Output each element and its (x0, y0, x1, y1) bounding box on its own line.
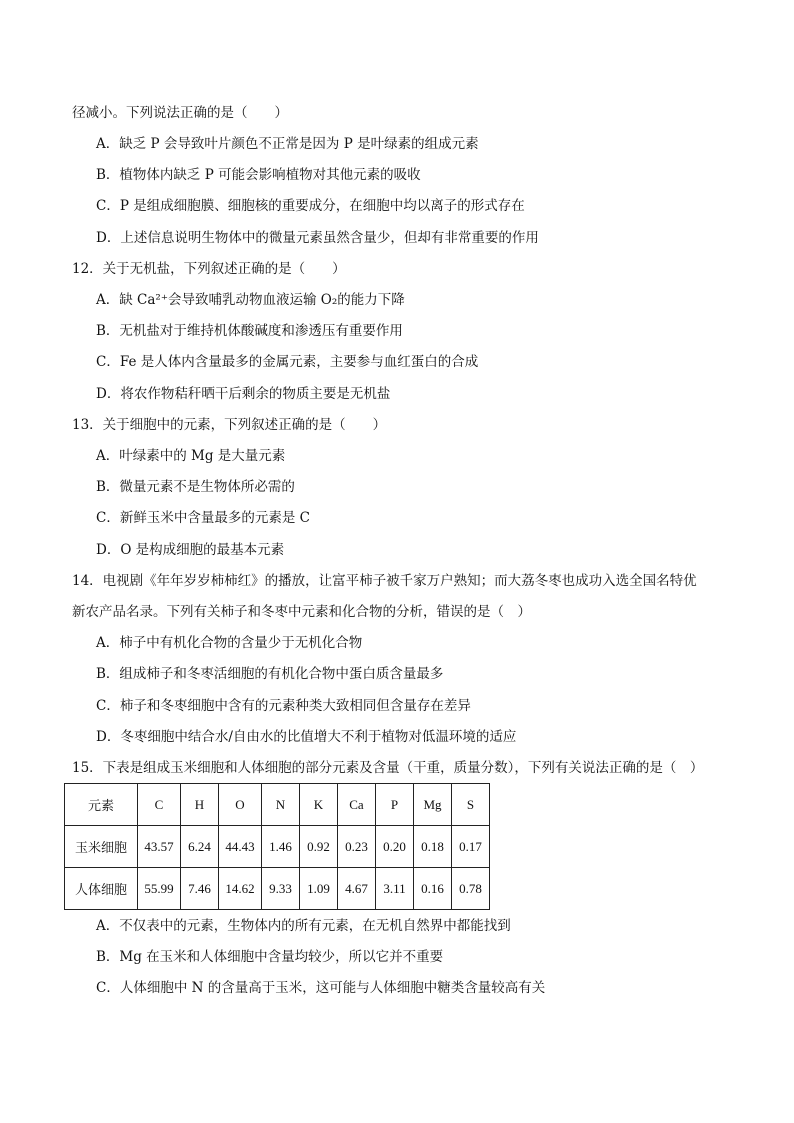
q13-stem: 13．关于细胞中的元素，下列叙述正确的是（ ） (72, 417, 387, 433)
q11-option-b: B．植物体内缺乏 P 可能会影响植物对其他元素的吸收 (96, 167, 421, 183)
table-cell: 43.57 (138, 826, 181, 868)
table-cell: 9.33 (262, 868, 300, 910)
table-cell: 3.11 (376, 868, 414, 910)
q11-option-c: C．P 是组成细胞膜、细胞核的重要成分，在细胞中均以离子的形式存在 (96, 198, 525, 214)
table-header-cell: S (452, 784, 490, 826)
table-header-row (65, 784, 490, 826)
q13-option-a: A．叶绿素中的 Mg 是大量元素 (96, 448, 286, 464)
table-header-cell: Mg (414, 784, 452, 826)
q11-stem-end: 径减小。下列说法正确的是（ ） (72, 105, 288, 121)
q12-stem: 12．关于无机盐，下列叙述正确的是（ ） (72, 261, 346, 277)
table-header-cell: 元素 (65, 784, 138, 826)
q15-option-a: A．不仅表中的元素，生物体内的所有元素，在无机自然界中都能找到 (96, 918, 511, 934)
table-cell: 1.09 (300, 868, 338, 910)
q14-option-d: D．冬枣细胞中结合水/自由水的比值增大不利于植物对低温环境的适应 (96, 729, 517, 745)
table-cell: 0.16 (414, 868, 452, 910)
table-cell: 0.17 (452, 826, 490, 868)
q11-option-a: A．缺乏 P 会导致叶片颜色不正常是因为 P 是叶绿素的组成元素 (96, 136, 479, 152)
q14-stem: 14．电视剧《年年岁岁柿柿红》的播放，让富平柿子被千家万户熟知；而大荔冬枣也成功入选全国名特优 (72, 573, 697, 589)
table-cell: 人体细胞 (65, 868, 138, 910)
table-row (65, 868, 490, 910)
table-cell: 0.23 (338, 826, 376, 868)
q11-option-d: D．上述信息说明生物体中的微量元素虽然含量少，但却有非常重要的作用 (96, 230, 539, 246)
q12-option-d: D．将农作物秸秆晒干后剩余的物质主要是无机盐 (96, 386, 391, 402)
table-cell: 7.46 (181, 868, 219, 910)
table-header-cell: H (181, 784, 219, 826)
q12-option-a: A．缺 Ca²⁺会导致哺乳动物血液运输 O₂的能力下降 (96, 292, 405, 308)
table-cell: 0.78 (452, 868, 490, 910)
table-header-cell: Ca (338, 784, 376, 826)
q13-option-d: D．O 是构成细胞的最基本元素 (96, 542, 285, 558)
table-header-cell: N (262, 784, 300, 826)
table-cell: 6.24 (181, 826, 219, 868)
q13-option-b: B．微量元素不是生物体所必需的 (96, 479, 295, 495)
element-content-table (64, 783, 490, 910)
table-cell: 0.92 (300, 826, 338, 868)
table-row (65, 826, 490, 868)
q13-option-c: C．新鲜玉米中含量最多的元素是 C (96, 510, 310, 526)
q15-option-b: B．Mg 在玉米和人体细胞中含量均较少，所以它并不重要 (96, 949, 444, 965)
table-header-cell: C (138, 784, 181, 826)
q15-option-c: C．人体细胞中 N 的含量高于玉米，这可能与人体细胞中糖类含量较高有关 (96, 980, 546, 996)
table-cell: 44.43 (219, 826, 262, 868)
q15-stem: 15．下表是组成玉米细胞和人体细胞的部分元素及含量（干重，质量分数），下列有关说法正确的是（ ） (72, 760, 704, 776)
q14-option-c: C．柿子和冬枣细胞中含有的元素种类大致相同但含量存在差异 (96, 698, 471, 714)
table-cell: 1.46 (262, 826, 300, 868)
table-cell: 0.20 (376, 826, 414, 868)
q12-option-b: B．无机盐对于维持机体酸碱度和渗透压有重要作用 (96, 323, 403, 339)
q14-option-b: B．组成柿子和冬枣活细胞的有机化合物中蛋白质含量最多 (96, 666, 444, 682)
table-header-cell: O (219, 784, 262, 826)
table-header-cell: K (300, 784, 338, 826)
table-cell: 55.99 (138, 868, 181, 910)
table-cell: 玉米细胞 (65, 826, 138, 868)
q12-option-c: C．Fe 是人体内含量最多的金属元素，主要参与血红蛋白的合成 (96, 354, 479, 370)
table-cell: 4.67 (338, 868, 376, 910)
table-header-cell: P (376, 784, 414, 826)
q14-option-a: A．柿子中有机化合物的含量少于无机化合物 (96, 635, 363, 651)
table-cell: 14.62 (219, 868, 262, 910)
table-cell: 0.18 (414, 826, 452, 868)
q14-stem-cont: 新农产品名录。下列有关柿子和冬枣中元素和化合物的分析，错误的是（ ） (72, 604, 531, 620)
